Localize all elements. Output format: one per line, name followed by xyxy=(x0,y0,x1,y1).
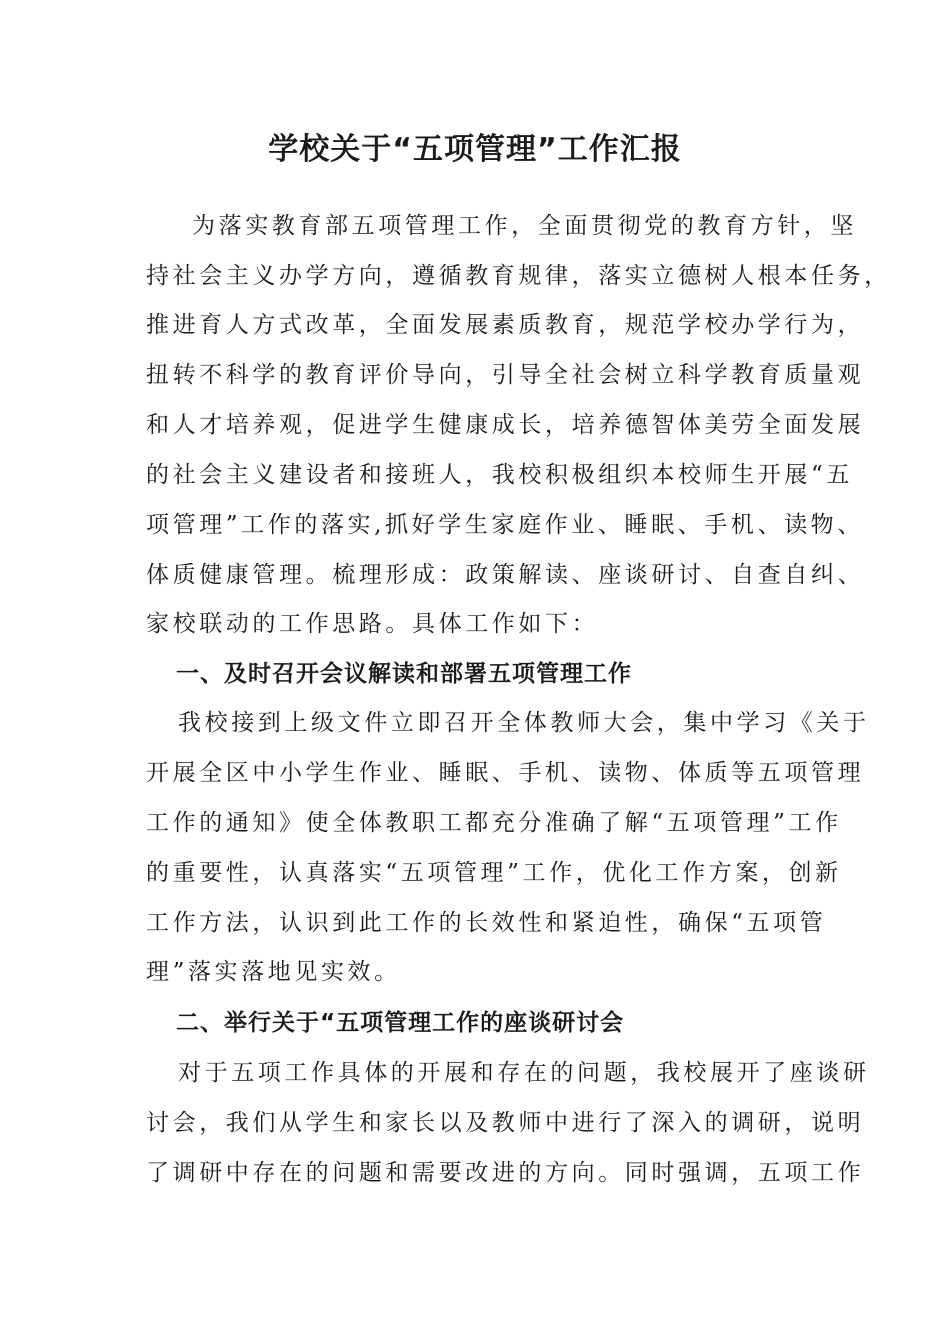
section1-line: 工作方法，认识到此工作的长效性和紧迫性，确保“五项管 xyxy=(146,910,827,936)
intro-line: 项管理”工作的落实,抓好学生家庭作业、睡眠、手机、读物、 xyxy=(146,512,864,538)
intro-line: 的社会主义建设者和接班人，我校积极组织本校师生开展“五 xyxy=(146,462,853,488)
intro-line: 扭转不科学的教育评价导向，引导全社会树立科学教育质量观 xyxy=(146,362,865,388)
intro-line: 家校联动的工作思路。具体工作如下： xyxy=(146,611,599,637)
section-heading-2: 二、举行关于“五项管理工作的座谈研讨会 xyxy=(176,1010,625,1036)
intro-line: 持社会主义办学方向，遵循教育规律，落实立德树人根本任务， xyxy=(146,263,891,289)
section2-line: 了调研中存在的问题和需要改进的方向。同时强调，五项工作 xyxy=(146,1160,865,1186)
intro-line: 推进育人方式改革，全面发展素质教育，规范学校办学行为， xyxy=(146,312,865,338)
section2-line: 对于五项工作具体的开展和存在的问题，我校展开了座谈研 xyxy=(178,1060,870,1086)
section1-line: 我校接到上级文件立即召开全体教师大会，集中学习《关于 xyxy=(178,710,870,736)
intro-line: 和人才培养观，促进学生健康成长，培养德智体美劳全面发展 xyxy=(146,412,865,438)
section1-line: 工作的通知》使全体教职工都充分准确了解“五项管理”工作 xyxy=(146,810,842,836)
section2-line: 讨会，我们从学生和家长以及教师中进行了深入的调研，说明 xyxy=(146,1110,865,1136)
intro-line: 体质健康管理。梳理形成：政策解读、座谈研讨、自查自纠、 xyxy=(146,562,865,588)
section1-line: 理”落实落地见实效。 xyxy=(146,959,401,985)
intro-line: 为落实教育部五项管理工作，全面贯彻党的教育方针，坚 xyxy=(192,213,857,239)
document-title: 学校关于“五项管理”工作汇报 xyxy=(268,132,682,167)
section1-line: 的重要性，认真落实“五项管理”工作，优化工作方案，创新 xyxy=(146,860,842,886)
section1-line: 开展全区中小学生作业、睡眠、手机、读物、体质等五项管理 xyxy=(146,760,865,786)
section-heading-1: 一、及时召开会议解读和部署五项管理工作 xyxy=(176,661,632,687)
